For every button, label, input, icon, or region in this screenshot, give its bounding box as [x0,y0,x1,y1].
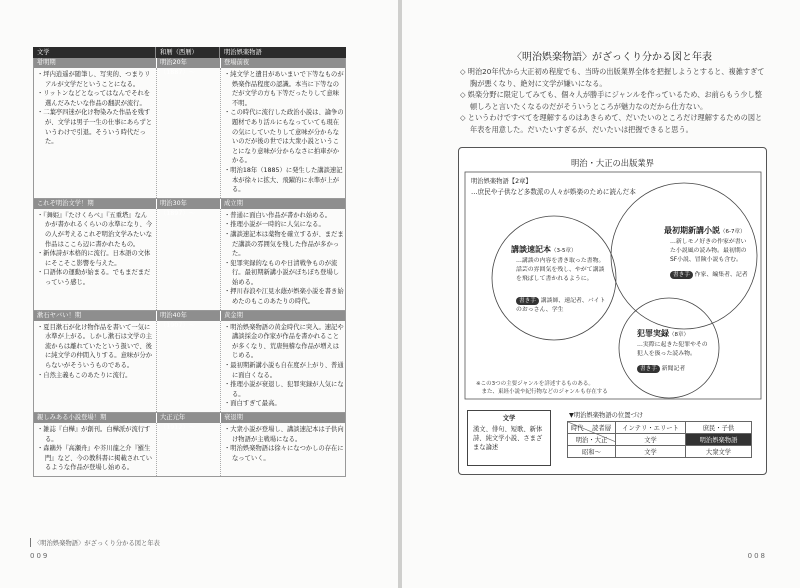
literature-bullet: ・口語体の運動が始まる。でもまだまだっていう感じ。 [37,269,151,286]
section-header [34,311,345,329]
timeline-section [33,58,346,199]
timeline-header [33,47,346,58]
literature-box-desc: 漢文、俳句、短歌、新体詩、純文学小説、さまざまな論述 [473,426,543,451]
literature-box-title: 文学 [502,415,516,422]
literature-cell [34,321,157,412]
literature-bullet: ・自然主義もこのあたりに流行。 [37,371,132,379]
position-cell: 文学 [616,446,686,458]
entertainment-bullet: ・明治娯楽物語の黄金時代に突入。速記や講談採金の作家が作品を書かれることが多くなり、荒唐無稽な作品が増えはじめる。 [224,323,344,360]
literature-cell [34,209,157,310]
intro-paragraph: ◇ 娯楽分野に限定してみても、個々人が勝手にジャンルを作っているため、お前らもう少し整頓しろと言いたくなるのだがそういうところが魅力なのだから仕方ない。 [460,90,762,111]
era-cell [157,423,221,476]
entertainment-cell [221,209,347,310]
right-page [402,0,800,588]
entertainment-bullet: ・犯罪実録的なものや日清戦争ものが流行。最初期新講小説がぼちぼち登場し始める。 [224,259,340,286]
page-number: 008 [747,552,767,560]
position-table [567,421,752,458]
section-header [34,413,345,431]
timeline-section [33,413,346,477]
section-stage: 登場前夜 [224,59,250,66]
intro-paragraph: ◇ 明治20年代から大正初め程度でも、当時の出版業界全体を把握しようとすると、複雑すぎて胸が悪くなり、絶対に文学が嫌いになる。 [460,67,765,88]
corner-readers: 読者層 [592,425,611,432]
novel-writers [670,269,762,279]
position-row [568,446,752,458]
novel-title [664,225,745,236]
novel-title-text: 最初期新講小説 [664,226,720,235]
entertainment-bullet: ・推理小説が一時的に人気になる。 [224,221,325,229]
era-cell [157,68,221,198]
section-title: 황明期 [34,58,157,78]
timeline-section [33,199,346,311]
crime-title-text: 犯罪実録 [637,329,669,338]
section-title: 漱石ヤバい！期 [34,311,157,331]
section-era: 大正元年（1912）〜 [157,413,221,433]
kodan-title-text: 講談速記本 [511,245,551,254]
position-cell-highlight: 明治娯楽物語 [686,434,752,446]
intro-text [460,66,765,136]
entertainment-bullet: ・講談速記本は薬物を確立するが、まだまだ講談の雰囲気を残した作品が多かった。 [224,230,344,258]
section-era: 明治20年（1887）〜 [157,58,221,78]
crime-description: …実際に起きた犯罪やその犯人を扱った読み物。 [637,342,708,357]
entertainment-bullet: ・純文学と遺目があいまいで下等なものが娯楽作品程度の認識。本当に下等なのだが文学の方も下等だったりして意味不明。 [224,71,344,107]
crime-writers [637,363,727,373]
position-col-elite: インテリ・エリート [616,422,686,434]
entertainment-bullet: ・推理小説が衰退し、犯罪実録が人気になる。 [224,381,344,398]
novel-description: …新しモノ好きの作家が書いた小説風の読み物。最初期のSF小説、冒険小説も含む。 [670,239,747,263]
entertainment-bullet: ・普通に面白い作品が書かれ始める。 [224,211,332,219]
outer-description: …庶民や子供など多数派の人々が娯楽のために読んだ本 [471,188,636,196]
section-title: これぞ明治文学！期 [34,199,157,219]
literature-bullet: ・『舞姫』『たけくらべ』『五重塔』なんかが書かれるくらいの水準になり、今の人が考えるこれぞ明治文学みたいな作品はここら辺に書かれたもの。 [37,211,153,248]
kodan-chapter: （3-5章） [551,248,577,254]
section-body [34,68,345,198]
kodan-writers-text: 講談師、速記者、バイトのおっさん、学生 [516,298,606,313]
section-era: 明治40年（1907）〜 [157,311,221,331]
crime-writers-text: 新聞記者 [661,366,686,372]
position-era: 昭和〜 [568,446,616,458]
kodan-writers [516,297,611,315]
entertainment-bullet: ・大衆小説が登場し、講談速記本は子供向け物語が主戦場になる。 [224,426,344,443]
position-era: 明治・大正 [568,434,616,446]
section-body [34,321,345,412]
section-era: 明治30年（1897）〜 [157,199,221,219]
writer-tag: 書き手 [637,365,660,373]
section-stage: 黄金期 [224,311,243,319]
literature-cell [34,423,157,476]
entertainment-bullet: ・この時代に流行した政治小説は、論争の題材であり活ルにもなっていても現在の気にしていたりして意味が分からないのだが後の世では大衆小説ということになり意味が分からなさに拍車がかかる。 [224,109,344,165]
entertainment-bullet: ・面白すぎて最高。 [224,400,281,408]
position-cell: 文学 [616,434,686,446]
diagram-note: ※この3つの主要ジャンルを詳述するものある。 また、東経小説や紀行物などのジャンルも存在する [476,381,608,395]
literature-bullet: ・夏目漱石が化け物作品を書いて一気に水準が上がる。しかし漱石は文学の主流からは離れていたという扱いで、後に純文学の仲間入りする。意味が分からないがそういうものである。 [37,323,153,370]
left-page [0,0,398,588]
entertainment-bullet: ・明治18年（1885）に発生した講談速記本が徐々に拡大、飛躍的に水準が上がる。 [224,166,343,194]
literature-cell [34,68,157,198]
timeline-table [33,47,346,477]
publishing-diagram [458,147,767,475]
section-body [34,423,345,476]
entertainment-cell [221,423,347,476]
col-era: 和暦（西暦） [156,47,220,58]
writer-tag: 書き手 [670,271,693,279]
writer-tag: 書き手 [516,297,539,305]
diagram-title: 明治・大正の出版業界 [571,158,654,168]
corner-era: 時代 [571,425,584,432]
position-cell: 大衆文学 [686,446,752,458]
intro-paragraph: ◇ というわけですべてを理解するのはあきらめて、だいたいのところだけ理解するための図と年表を用意した。だいたいすぎるが、だいたいは把握できると思う。 [460,113,763,134]
position-corner [568,422,616,434]
section-body [34,209,345,310]
section-stage: 成立期 [224,199,243,207]
kodan-title [511,244,576,255]
col-entertainment: 明治娯楽物語 [224,49,262,56]
position-heading: ▼明治娯楽物語の位置づけ [569,412,644,419]
timeline-section [33,311,346,413]
novel-chapter: （6-7章） [720,229,746,235]
literature-bullet: ・リットンなどとなってはなんでそれを選んだみたいな作品の翻訳が流行。 [37,90,151,107]
era-cell [157,209,221,310]
col-literature: 文学 [33,47,156,58]
era-cell [157,321,221,412]
section-title: 親しみある小説登場！期 [34,413,157,433]
running-footer: 〈明治娯楽物語〉がざっくり分かる図と年表 [30,538,160,547]
literature-bullet: ・森鷗外『高瀬舟』や芥川龍之介『羅生門』など、今の教科書に掲載されているような作品が登場し始める。 [37,445,153,472]
position-header-row [568,422,752,434]
crime-title [637,328,689,339]
kodan-description: …講談の内容を書き取った書物。話芸の雰囲気を残し、やがて講談を飛ばして書かれるように。 [516,258,605,282]
crime-chapter: （8章） [669,332,689,338]
literature-box [467,410,551,466]
novel-writers-text: 作家、編集者、記者 [694,272,748,278]
literature-bullet: ・坪内逍遥が随筆し、写実的、つまりリアルが文学だということになる。 [37,71,151,88]
entertainment-cell [221,68,347,198]
page-title: 〈明治娯楽物語〉がざっくり分かる図と年表 [512,52,712,63]
position-col-public: 庶民・子供 [686,422,752,434]
literature-bullet: ・二葉亭四迷が化け物染みた作品を残すが、文学は男子一生の仕事にあらずというわけで引退。そういう時代だった。 [37,109,153,146]
section-header [34,58,345,76]
page-number: 009 [30,552,50,560]
literature-bullet: ・雑誌『白樺』が創刊。白樺派が流行する。 [37,426,151,443]
entertainment-bullet: ・押川春浪や江見水蔭が娯楽小説を書き始めたのもこのあたりの時代。 [224,288,344,306]
entertainment-bullet: ・最初期新講小説も自在度が上がり、普通に面白くなる。 [224,362,344,379]
literature-bullet: ・新体詩が本格的に流行。日本語の文体にそこそこ影響を与えた。 [37,250,151,267]
section-stage: 衰退期 [224,414,243,421]
entertainment-cell [221,321,347,412]
outer-title: 明治娯楽物語【2章】 [471,178,532,185]
entertainment-bullet: ・明治娯楽物語は徐々になつかしの存在になっていく。 [224,445,344,462]
